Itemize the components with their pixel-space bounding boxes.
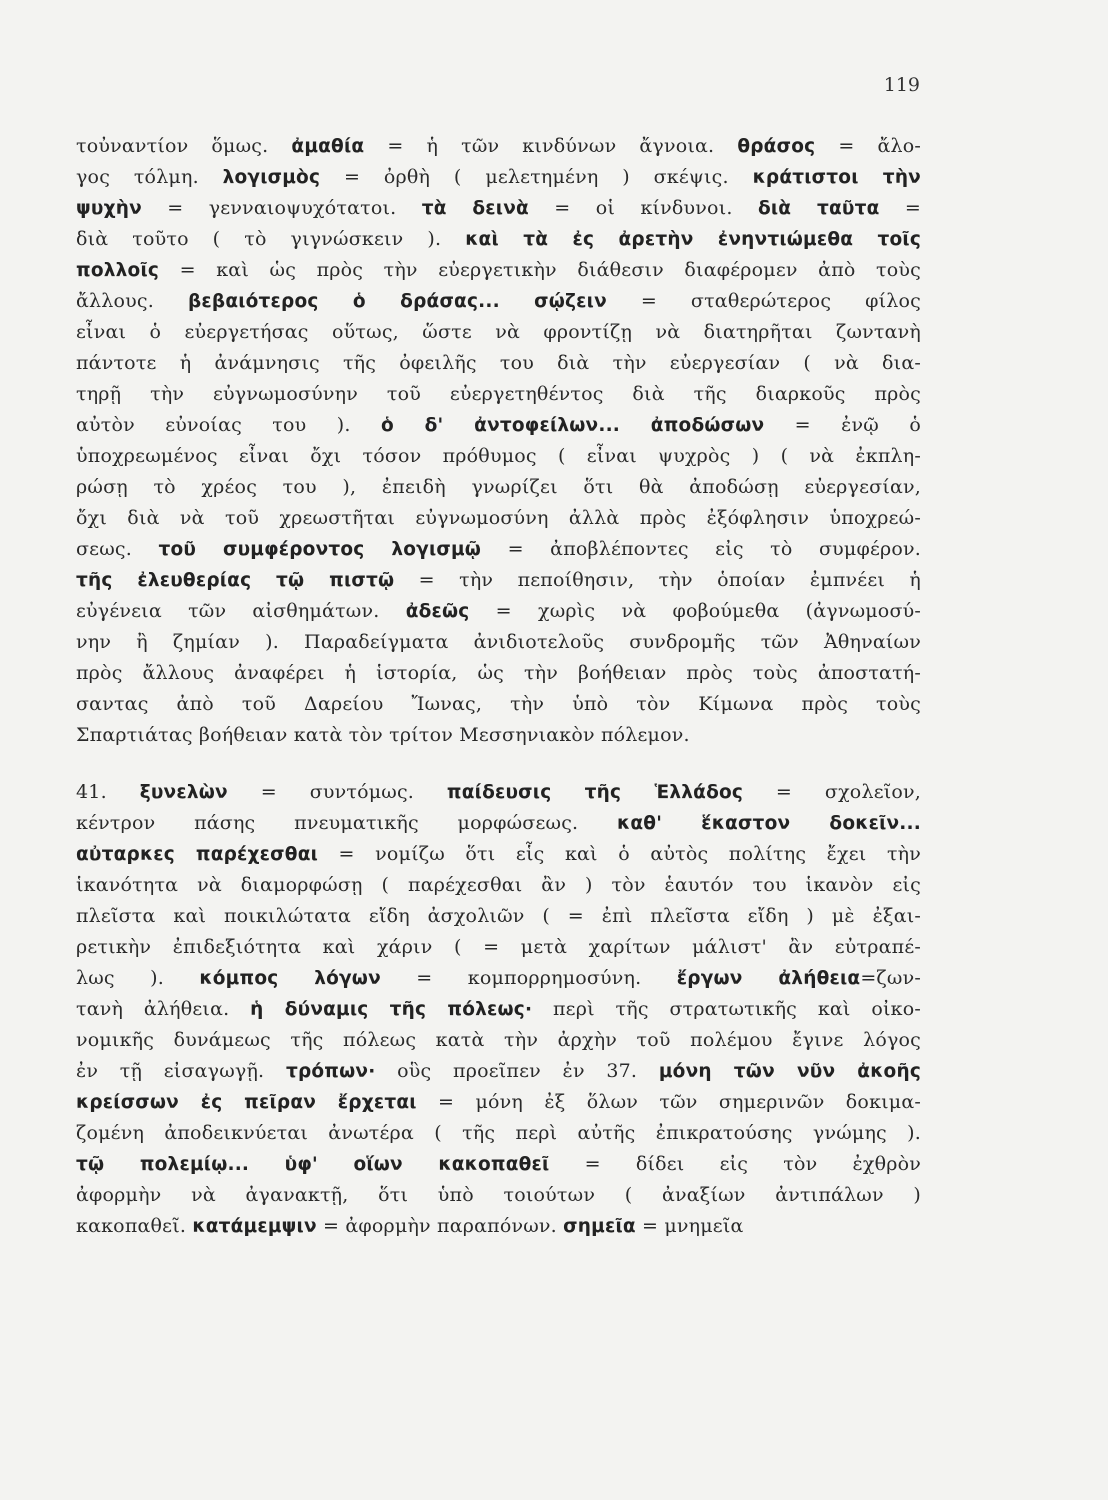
text-line	[76, 658, 921, 689]
lemma-term: πολλοῖς	[76, 260, 160, 281]
gloss-text: = ἐνῷ ὁ	[764, 414, 921, 436]
text-line	[76, 777, 921, 808]
lemma-term: τῆς ἐλευθερίας τῷ πιστῷ	[76, 570, 395, 591]
lemma-term: κατάμεμψιν	[192, 1216, 317, 1237]
gloss-text: οὓς προεῖπεν ἐν 37.	[375, 1060, 659, 1082]
lemma-term: τῷ πολεμίῳ... ὑφ' οἵων κακοπαθεῖ	[76, 1154, 550, 1175]
text-line	[76, 1056, 921, 1087]
gloss-text: ἄλλους.	[76, 290, 188, 312]
lemma-term: κόμπος λόγων	[199, 968, 381, 989]
gloss-text: = κομπορρημοσύνη.	[380, 967, 677, 989]
gloss-text: = ἀφορμὴν παραπόνων.	[316, 1215, 564, 1237]
text-line	[76, 565, 921, 596]
text-line	[76, 1118, 921, 1149]
gloss-text: = σταθερώτερος φίλος	[606, 290, 921, 312]
text-line	[76, 193, 921, 224]
lemma-term: αὐταρκες παρέχεσθαι	[76, 844, 319, 865]
lemma-term: τρόπων·	[285, 1061, 376, 1082]
lemma-term: σημεῖα	[563, 1216, 636, 1237]
gloss-text: κακοπαθεῖ.	[76, 1215, 193, 1237]
text-line	[76, 1149, 921, 1180]
gloss-text: = καὶ ὡς πρὸς τὴν εὐεργετικὴν διάθεσιν διαφέρομεν ἀπὸ τοὺς	[159, 259, 921, 281]
text-line	[76, 410, 921, 441]
gloss-text: = χωρὶς νὰ φοβούμεθα (ἀγνωμοσύ-	[469, 600, 921, 622]
gloss-text: τανὴ ἀλήθεια.	[76, 998, 251, 1020]
gloss-text: = μόνη ἐξ ὅλων τῶν σημερινῶν δοκιμα-	[416, 1091, 921, 1113]
gloss-text: σαντας ἀπὸ τοῦ Δαρείου Ἴωνας, τὴν ὑπὸ τὸν Κίμωνα πρὸς τοὺς	[76, 693, 921, 715]
text-line	[76, 901, 921, 932]
paragraph-gap	[76, 751, 921, 777]
gloss-text: =ζων-	[860, 967, 921, 989]
lemma-term: ἔργων ἀλήθεια	[676, 968, 861, 989]
text-line	[76, 689, 921, 720]
lemma-term: τὰ δεινὰ	[421, 198, 529, 219]
lemma-term: διὰ ταῦτα	[757, 198, 880, 219]
gloss-text: γος τόλμη.	[76, 166, 223, 188]
gloss-text: ρώσῃ τὸ χρέος του ), ἐπειδὴ γνωρίζει ὅτι θὰ ἀποδώσῃ εὐεργεσίαν,	[76, 476, 921, 498]
lemma-term: ξυνελὼν	[139, 782, 228, 803]
text-line	[76, 1211, 921, 1242]
text-line	[76, 441, 921, 472]
lemma-term: καὶ τὰ ἐς ἀρετὴν ἐνηντιώμεθα τοῖς	[465, 229, 921, 250]
text-line	[76, 472, 921, 503]
page-number: 119	[883, 74, 920, 96]
lemma-term: καθ' ἕκαστον δοκεῖν...	[617, 813, 921, 834]
gloss-text: πλεῖστα καὶ ποικιλώτατα εἴδη ἀσχολιῶν ( = ἐπὶ πλεῖστα εἴδη ) μὲ ἐξαι-	[76, 905, 921, 927]
gloss-text: πρὸς ἄλλους ἀναφέρει ἡ ἱστορία, ὡς τὴν βοήθειαν πρὸς τοὺς ἀποστατή-	[76, 662, 921, 684]
lemma-term: βεβαιότερος ὁ δράσας... σῴζειν	[187, 291, 607, 312]
lemma-term: ἀμαθία	[291, 136, 365, 157]
gloss-text: Σπαρτιάτας βοήθειαν κατὰ τὸν τρίτον Μεσσηνιακὸν πόλεμον.	[76, 724, 690, 746]
gloss-text: = ἄλο-	[815, 135, 922, 157]
commentary-text	[76, 131, 921, 1242]
text-line	[76, 808, 921, 839]
text-line	[76, 224, 921, 255]
lemma-term: θράσος	[737, 136, 816, 157]
text-line	[76, 1180, 921, 1211]
paragraph-1	[76, 131, 921, 751]
gloss-text: ὑποχρεωμένος εἶναι ὄχι τόσον πρόθυμος ( εἶναι ψυχρὸς ) ( νὰ ἐκπλη-	[76, 445, 921, 467]
text-line	[76, 963, 921, 994]
gloss-text: = σχολεῖον,	[743, 781, 922, 803]
lemma-term: ἡ δύναμις τῆς πόλεως·	[250, 999, 533, 1020]
gloss-text: = συντόμως.	[227, 781, 447, 803]
gloss-text: λως ).	[76, 967, 200, 989]
text-line	[76, 348, 921, 379]
lemma-term: ἀδεῶς	[405, 601, 470, 622]
text-line	[76, 286, 921, 317]
text-line	[76, 870, 921, 901]
gloss-text: νομικῆς δυνάμεως τῆς πόλεως κατὰ τὴν ἀρχὴν τοῦ πολέμου ἔγινε λόγος	[76, 1029, 921, 1051]
gloss-text: ρετικὴν ἐπιδεξιότητα καὶ χάριν ( = μετὰ χαρίτων μάλιστ' ἂν εὐτραπέ-	[76, 936, 921, 958]
text-line	[76, 162, 921, 193]
lemma-term: κρείσσων ἐς πεῖραν ἔρχεται	[76, 1092, 417, 1113]
gloss-text: = ὀρθὴ ( μελετημένη ) σκέψις.	[320, 166, 753, 188]
text-line	[76, 255, 921, 286]
gloss-text: = ἡ τῶν κινδύνων ἄγνοια.	[364, 135, 738, 157]
gloss-text: τοὐναντίον ὅμως.	[76, 135, 292, 157]
text-line	[76, 317, 921, 348]
gloss-text: ἐν τῇ εἰσαγωγῇ.	[76, 1060, 286, 1082]
text-line	[76, 720, 921, 751]
text-line	[76, 1087, 921, 1118]
text-line	[76, 994, 921, 1025]
text-line	[76, 379, 921, 410]
gloss-text: πάντοτε ἡ ἀνάμνησις τῆς ὀφειλῆς του διὰ τὴν εὐεργεσίαν ( νὰ δια-	[76, 352, 921, 374]
gloss-text: αὐτὸν εὐνοίας του ).	[76, 414, 381, 436]
gloss-text: = οἱ κίνδυνοι.	[528, 197, 758, 219]
gloss-text: εἶναι ὁ εὐεργετήσας οὕτως, ὥστε νὰ φροντίζῃ νὰ διατηρῆται ζωντανὴ	[76, 321, 921, 343]
gloss-text: = τὴν πεποίθησιν, τὴν ὁποίαν ἐμπνέει ἡ	[394, 569, 921, 591]
text-line	[76, 627, 921, 658]
lemma-term: τοῦ συμφέροντος λογισμῷ	[158, 539, 482, 560]
gloss-text: ἀφορμὴν νὰ ἀγανακτῇ, ὅτι ὑπὸ τοιούτων ( ἀναξίων ἀντιπάλων )	[76, 1184, 921, 1206]
lemma-term: παίδευσις τῆς Ἑλλάδος	[446, 782, 744, 803]
gloss-text: διὰ τοῦτο ( τὸ γιγνώσκειν ).	[76, 228, 466, 250]
gloss-text: ἱκανότητα νὰ διαμορφώσῃ ( παρέχεσθαι ἂν ) τὸν ἑαυτόν του ἱκανὸν εἰς	[76, 874, 921, 896]
lemma-term: ὁ δ' ἀντοφείλων... ἀποδώσων	[380, 415, 765, 436]
gloss-text: νην ἢ ζημίαν ). Παραδείγματα ἀνιδιοτελοῦς συνδρομῆς τῶν Ἀθηναίων	[76, 631, 921, 653]
text-line	[76, 596, 921, 627]
text-line	[76, 932, 921, 963]
gloss-text: σεως.	[76, 538, 159, 560]
gloss-text: = γενναιοψυχότατοι.	[141, 197, 422, 219]
text-line	[76, 503, 921, 534]
gloss-text: 41.	[76, 781, 140, 803]
lemma-term: λογισμὸς	[222, 167, 321, 188]
gloss-text: = ἀποβλέποντες εἰς τὸ συμφέρον.	[481, 538, 921, 560]
gloss-text: = νομίζω ὅτι εἷς καὶ ὁ αὐτὸς πολίτης ἔχει τὴν	[318, 843, 921, 865]
lemma-term: ψυχὴν	[76, 198, 142, 219]
text-line	[76, 534, 921, 565]
lemma-term: κράτιστοι τὴν	[752, 167, 921, 188]
gloss-text: ζομένη ἀποδεικνύεται ἀνωτέρα ( τῆς περὶ αὐτῆς ἐπικρατούσης γνώμης ).	[76, 1122, 921, 1144]
gloss-text: τηρῇ τὴν εὐγνωμοσύνην τοῦ εὐεργετηθέντος διὰ τῆς διαρκοῦς πρὸς	[76, 383, 921, 405]
gloss-text: εὐγένεια τῶν αἰσθημάτων.	[76, 600, 406, 622]
text-line	[76, 839, 921, 870]
gloss-text: = μνημεῖα	[635, 1215, 744, 1237]
gloss-text: περὶ τῆς στρατωτικῆς καὶ οἰκο-	[532, 998, 921, 1020]
lemma-term: μόνη τῶν νῦν ἀκοῆς	[658, 1061, 922, 1082]
gloss-text: =	[879, 197, 921, 219]
gloss-text: κέντρον πάσης πνευματικῆς μορφώσεως.	[76, 812, 618, 834]
text-line	[76, 131, 921, 162]
gloss-text: = δίδει εἰς τὸν ἐχθρὸν	[549, 1153, 921, 1175]
text-line	[76, 1025, 921, 1056]
gloss-text: ὄχι διὰ νὰ τοῦ χρεωστῆται εὐγνωμοσύνη ἀλλὰ πρὸς ἐξόφλησιν ὑποχρεώ-	[76, 507, 921, 529]
paragraph-2	[76, 777, 921, 1242]
